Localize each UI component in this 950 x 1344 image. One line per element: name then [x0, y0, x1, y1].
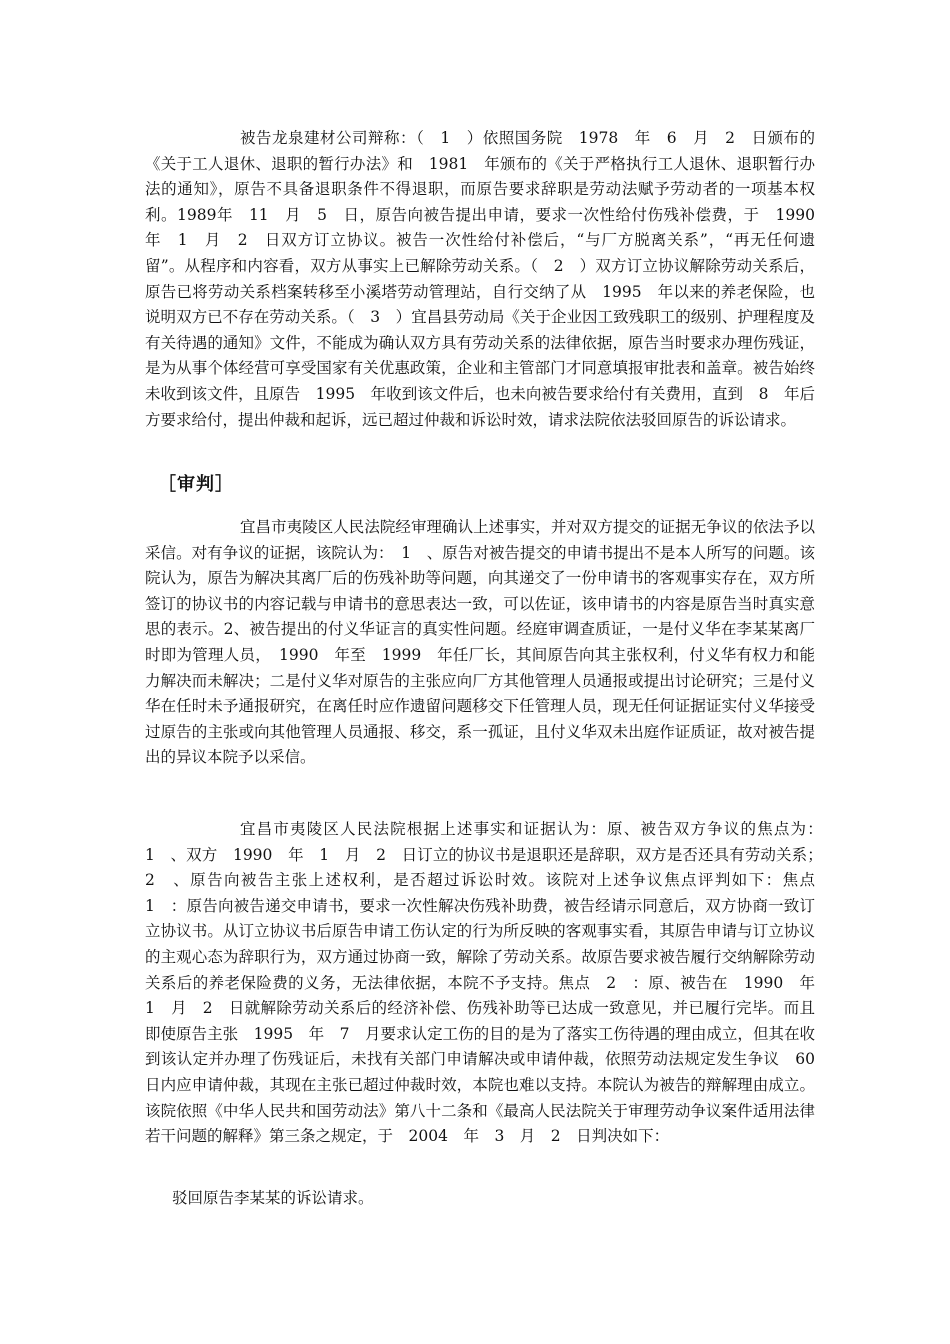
defendant-argument-paragraph: 被告龙泉建材公司辩称：（ 1 ）依照国务院 1978 年 6 月 2 日颁布的《关于工人退休、退职的暂行办法》和 1981 年颁布的《关于严格执行工人退休、退职暂行办法的通知》，原告不具备退职条件不得退职，而原告要求辞职是劳动法赋予劳动者的一项基本权利。1989年 11 月 5 日，原告向被告提出申请，要求一次性给付伤残补偿费，于 1990 年 1 月 2 日双方订立协议。被告一次性给付补偿后，“与厂方脱离关系”，“再无任何遗留”。从程序和内容看，双方从事实上已解除劳动关系。（ 2 ）双方订立协议解除劳动关系后，原告已将劳动关系档案转移至小溪塔劳动管理站，自行交纳了从 1995 年以来的养老保险，也说明双方已不存在劳动关系。（ 3 ）宜昌县劳动局《关于企业因工致残职工的级别、护理程度及有关待遇的通知》文件，不能成为确认双方具有劳动关系的法律依据，原告当时要求办理伤残证，是为从事个体经营可享受国家有关优惠政策，企业和主管部门才同意填报审批表和盖章。被告始终未收到该文件，且原告 1995 年收到该文件后，也未向被告要求给付有关费用，直到 8 年后方要求给付，提出仲裁和起诉，远已超过仲裁和诉讼时效，请求法院依法驳回原告的诉讼请求。: [145, 129, 831, 429]
section-heading-judgment: ［审判］: [158, 474, 234, 495]
evidence-review-paragraph: 宜昌市夷陵区人民法院经审理确认上述事实，并对双方提交的证据无争议的依法予以采信。对有争议的证据，该院认为： 1 、原告对被告提交的申请书提出不是本人所写的问题。该院认为，原告为解决其离厂后的伤残补助等问题，向其递交了一份申请书的客观事实存在，双方所签订的协议书的内容记载与申请书的意思表达一致，可以佐证，该申请书的内容是原告当时真实意思的表示。2、被告提出的付义华证言的真实性问题。经庭审调查质证，一是付义华在李某某离厂时即为管理人员， 1990 年至 1999 年任厂长，其间原告向其主张权利，付义华有权力和能力解决而未解决；二是付义华对原告的主张应向厂方其他管理人员通报或提出讨论研究；三是付义华在任时未予通报研究，在离任时应作遗留问题移交下任管理人员，现无任何证据证实付义华接受过原告的主张或向其他管理人员通报、移交，系一孤证，且付义华双未出庭作证质证，故对被告提出的异议本院予以采信。: [145, 518, 815, 767]
verdict-text: 驳回原告李某某的诉讼请求。: [172, 1189, 374, 1207]
court-reasoning-paragraph: 宜昌市夷陵区人民法院根据上述事实和证据认为：原、被告双方争议的焦点为： 1 、双方 1990 年 1 月 2 日订立的协议书是退职还是辞职，双方是否还具有劳动关系； 2 、原告向被告主张上述权利，是否超过诉讼时效。该院对上述争议焦点评判如下：焦点 1 ：原告向被告递交申请书，要求一次性解决伤残补助费，被告经请示同意后，双方协商一致订立协议书。从订立协议书后原告申请工伤认定的行为所反映的客观事实看，其原告申请与订立协议的主观心态为辞职行为，双方通过协商一致，解除了劳动关系。故原告要求被告履行交纳解除劳动关系后的养老保险费的义务，无法律依据，本院不予支持。焦点 2 ：原、被告在 1990 年 1 月 2 日就解除劳动关系后的经济补偿、伤残补助等已达成一致意见，并已履行完毕。而且即使原告主张 1995 年 7 月要求认定工伤的目的是为了落实工伤待遇的理由成立，但其在收到该认定并办理了伤残证后，未找有关部门申请解决或申请仲裁，依照劳动法规定发生争议 60 日内应申请仲裁，其现在主张已超过仲裁时效，本院也难以支持。本院认为被告的辩解理由成立。该院依照《中华人民共和国劳动法》第八十二条和《最高人民法院关于审理劳动争议案件适用法律若干问题的解释》第三条之规定，于 2004 年 3 月 2 日判决如下：: [145, 820, 831, 1146]
